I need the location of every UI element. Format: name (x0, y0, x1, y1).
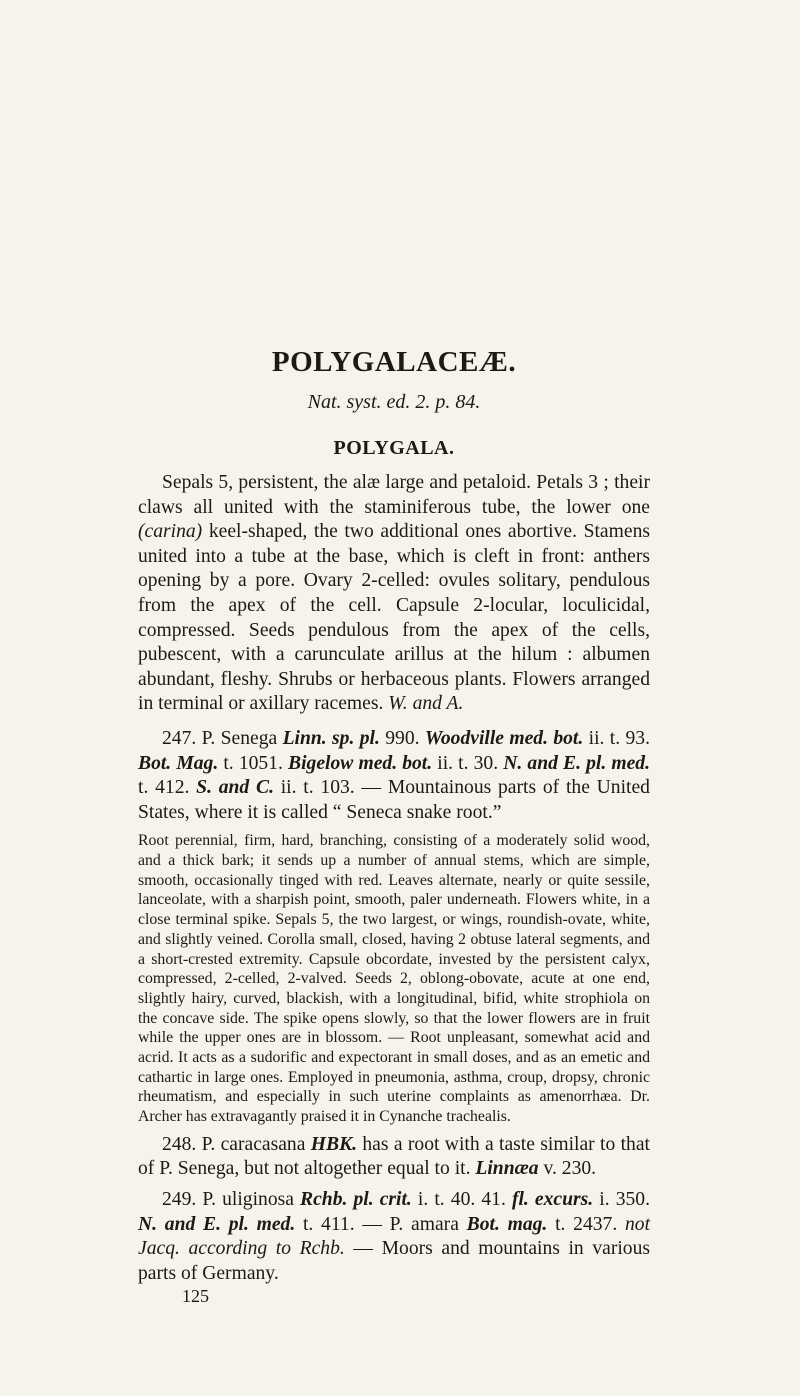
species-248-heading: 248. P. caracasana (162, 1133, 311, 1155)
species-247-heading: 247. P. Senega (162, 727, 283, 749)
genus-heading: POLYGALA. (333, 437, 455, 459)
authority: W. and A. (388, 693, 464, 715)
family-heading: POLYGALACEÆ. (271, 346, 517, 378)
species-249-entry: 249. P. uliginosa Rchb. pl. crit. i. t. 40. 41. fl. excurs. i. 350. N. and E. pl. med. t. 411. — P. amara Bot. mag. t. 2437. not Jacq. according to Rchb. — Moors and mountains in various parts of Germany. (138, 1189, 651, 1284)
carina-term: (carina) (138, 521, 203, 543)
species-249-heading: 249. P. uliginosa (162, 1189, 301, 1211)
species-248-entry: 248. P. caracasana HBK. has a root with a taste similar to that of P. Senega, but not altogether equal to it. Linnæa v. 230. (138, 1133, 650, 1180)
page-number: 125 (182, 1286, 209, 1307)
natural-system-reference: Nat. syst. ed. 2. p. 84. (307, 391, 481, 413)
genus-description: Sepals 5, persistent, the alæ large and petaloid. Petals 3 ; their claws all united with the staminiferous tube, the lower one (carina) keel-shaped, the two additional ones abortive. Stamens united into a tube at the base, which is cleft in front: anthers opening by a pore. Ovary 2-celled: ovules solitary, pendulous from the apex of the cell. Capsule 2-locular, loculicidal, compressed. Seeds pendulous from the apex of the cells, pubescent, with a carunculate arillus at the hilum : albumen abundant, fleshy. Shrubs or herbaceous plants. Flowers arranged in terminal or axillary racemes. W. and A. (138, 472, 650, 715)
species-247-entry: 247. P. Senega Linn. sp. pl. 990. Woodville med. bot. ii. t. 93. Bot. Mag. t. 1051. Bigelow med. bot. ii. t. 30. N. and E. pl. med. t. 412. S. and C. ii. t. 103. — Mountainous parts of the United States, where it is called “ Seneca snake root.” (138, 727, 650, 823)
species-247-description: Root perennial, firm, hard, branching, consisting of a moderately solid wood, and a thick bark; it sends up a number of annual stems, which are simple, smooth, occasionally tinged with red. Leaves alternate, nearly or quite sessile, lanceolate, with a sharpish point, smooth, paler underneath. Flowers white, in a close terminal spike. Sepals 5, the two largest, or wings, roundish-ovate, white, and slightly veined. Corolla small, closed, having 2 obtuse lateral segments, and a short-crested extremity. Capsule obcordate, invested by the persistent calyx, compressed, 2-celled, 2-valved. Seeds 2, oblong-obovate, acute at one end, slightly hairy, curved, blackish, with a longitudinal, bifid, white strophiola on the concave side. The spike opens slowly, so that the lower flowers are in fruit while the upper ones are in blossom. — Root unpleasant, somewhat acid and acrid. It acts as a sudorific and expectorant in small doses, and as an emetic and cathartic in large ones. Employed in pneumonia, asthma, croup, dropsy, chronic rheumatism, and especially in such uterine complaints as amenorrhæa. Dr. Archer has extravagantly praised it in Cynanche trachealis. (138, 832, 650, 1126)
